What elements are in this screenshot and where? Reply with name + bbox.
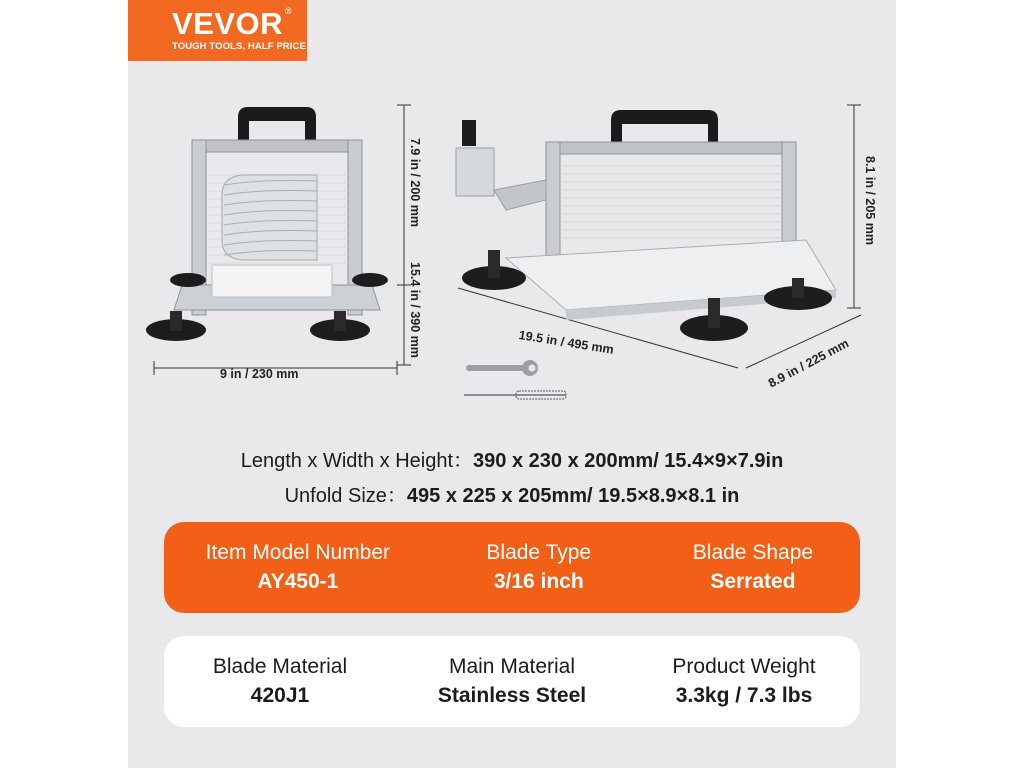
unfold-size-value: 495 x 225 x 205mm/ 19.5×8.9×8.1 in <box>406 485 740 507</box>
folded-slicer-image <box>142 95 412 385</box>
vevor-logo <box>128 0 307 61</box>
spec-main-material <box>396 636 628 727</box>
unfolded-height-label: 8.1 in / 205 mm <box>863 156 877 245</box>
spec-blade-type <box>432 522 646 613</box>
spec-value: 420J1 <box>250 683 310 707</box>
spec-product-weight <box>628 636 860 727</box>
spec-value: 3.3kg / 7.3 lbs <box>675 683 813 707</box>
logo-tagline: TOUGH TOOLS, HALF PRICE <box>172 41 306 52</box>
spec-card-secondary <box>164 636 860 727</box>
spec-value: 3/16 inch <box>493 569 584 593</box>
product-infographic <box>128 0 896 768</box>
unfold-size-line <box>128 479 896 508</box>
spec-label: Blade Material <box>212 654 348 678</box>
spec-model-number <box>164 522 432 613</box>
spec-label: Item Model Number <box>205 540 391 564</box>
folded-height-label: 7.9 in / 200 mm <box>408 138 422 227</box>
spec-card-primary <box>164 522 860 613</box>
spec-label: Blade Type <box>486 540 592 564</box>
spec-value: Stainless Steel <box>437 683 587 707</box>
unfold-size-label: Unfold Size： <box>284 485 407 507</box>
folded-size-value: 390 x 230 x 200mm/ 15.4×9×7.9in <box>473 450 784 472</box>
spec-blade-shape <box>646 522 860 613</box>
spec-label: Blade Shape <box>692 540 814 564</box>
folded-length-label: 15.4 in / 390 mm <box>408 262 422 358</box>
spec-value: Serrated <box>710 569 796 593</box>
spec-label: Product Weight <box>672 654 816 678</box>
folded-size-label: Length x Width x Height： <box>240 450 474 472</box>
folded-width-label: 9 in / 230 mm <box>220 367 299 381</box>
unfolded-width-label: 8.9 in / 225 mm <box>766 336 852 391</box>
cleaning-brush-icon <box>464 391 566 399</box>
unfolded-length-label: 19.5 in / 495 mm <box>517 328 615 357</box>
folded-size-line <box>128 444 896 473</box>
spec-blade-material <box>164 636 396 727</box>
spec-label: Main Material <box>448 654 576 678</box>
logo-brand: VEVOR ® <box>172 6 293 41</box>
wrench-icon <box>466 360 538 376</box>
spec-value: AY450-1 <box>257 569 339 593</box>
